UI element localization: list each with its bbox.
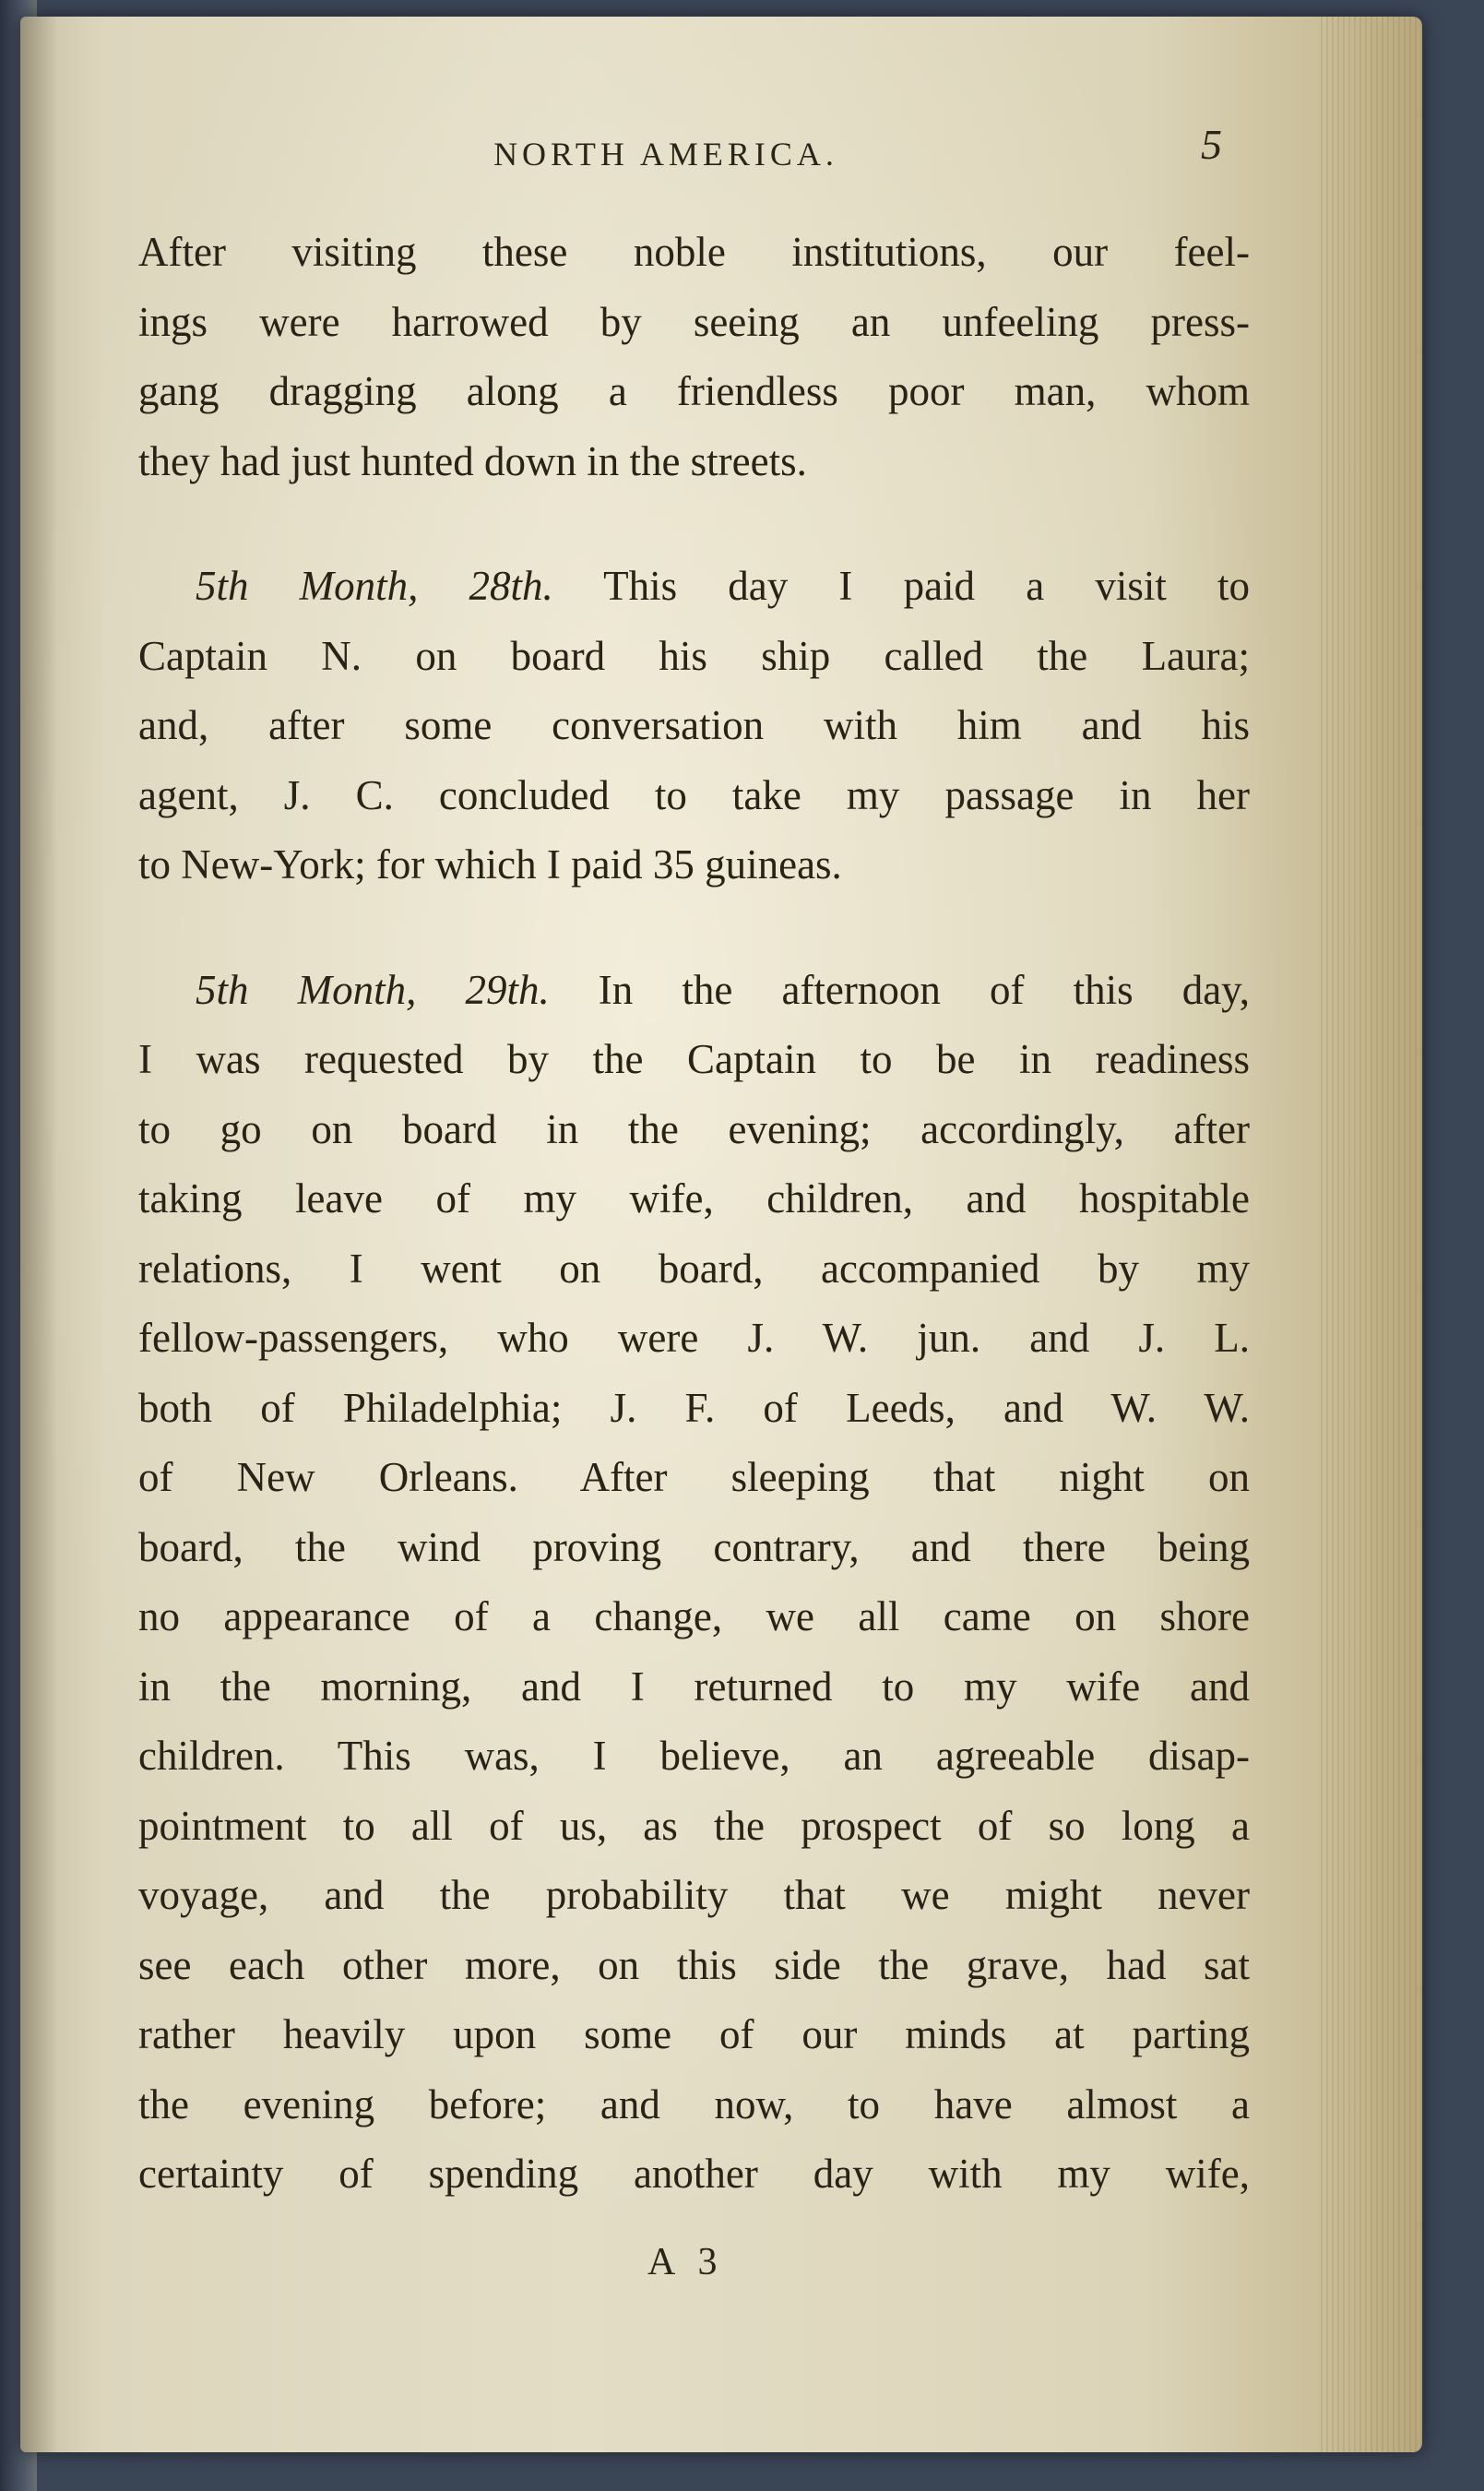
page-number: 5 — [1201, 121, 1222, 168]
running-head: NORTH AMERICA. — [493, 136, 838, 173]
text-line: see each other more, on this side the grave, had sat — [138, 1941, 1250, 1988]
text-line: certainty of spending another day with my wife, — [138, 2151, 1250, 2197]
text-line: children. This was, I believe, an agreeable disap- — [138, 1733, 1250, 1779]
text-line: of New Orleans. After sleeping that night on — [138, 1454, 1250, 1500]
entry-date: 5th Month, 28th. — [196, 563, 553, 609]
text-line: pointment to all of us, as the prospect of so long a — [138, 1802, 1250, 1849]
text-line: voyage, and the probability that we might never — [138, 1872, 1250, 1918]
text-line: agent, J. C. concluded to take my passage in her — [138, 771, 1250, 818]
text-line: relations, I went on board, accompanied by my — [138, 1245, 1250, 1292]
text-line: to New-York; for which I paid 35 guineas. — [138, 841, 842, 888]
text-line: in the morning, and I returned to my wife and — [138, 1663, 1250, 1710]
page-body — [138, 218, 1250, 2210]
text-line: the evening before; and now, to have almost a — [138, 2080, 1250, 2127]
text-line: and, after some conversation with him and his — [138, 702, 1250, 748]
text-line — [138, 956, 1250, 1026]
paragraph-gap — [138, 496, 1250, 552]
text-line: ings were harrowed by seeing an unfeeling press- — [138, 298, 1250, 345]
paragraph-3 — [138, 956, 1250, 2210]
page-fore-edge — [1321, 17, 1422, 2452]
text-line: gang dragging along a friendless poor man, whom — [138, 368, 1250, 414]
paragraph-2 — [138, 552, 1250, 900]
text-line — [138, 552, 1250, 622]
book-page — [20, 17, 1422, 2452]
text-line: board, the wind proving contrary, and there being — [138, 1523, 1250, 1570]
page-binding-shadow — [20, 17, 57, 2452]
text-line: no appearance of a change, we all came on shore — [138, 1593, 1250, 1639]
text-line: After visiting these noble institutions, our feel- — [138, 229, 1250, 275]
text-line: rather heavily upon some of our minds at parting — [138, 2011, 1250, 2057]
text-line: they had just hunted down in the streets. — [138, 437, 807, 484]
text-line: I was requested by the Captain to be in readiness — [138, 1036, 1250, 1082]
text-line: both of Philadelphia; J. F. of Leeds, and W. W. — [138, 1384, 1250, 1431]
entry-date: 5th Month, 29th. — [196, 966, 550, 1013]
text-line: fellow-passengers, who were J. W. jun. and J. L. — [138, 1315, 1250, 1361]
paragraph-1 — [138, 218, 1250, 496]
paragraph-gap — [138, 900, 1250, 956]
text-line-rest: In the afternoon of this day, — [549, 966, 1250, 1013]
signature-mark: A 3 — [647, 2241, 725, 2283]
text-line-rest: This day I paid a visit to — [552, 563, 1251, 609]
text-line: Captain N. on board his ship called the Laura; — [138, 632, 1250, 679]
text-line: to go on board in the evening; accordingly, after — [138, 1105, 1250, 1152]
text-line: taking leave of my wife, children, and hospitable — [138, 1175, 1250, 1222]
